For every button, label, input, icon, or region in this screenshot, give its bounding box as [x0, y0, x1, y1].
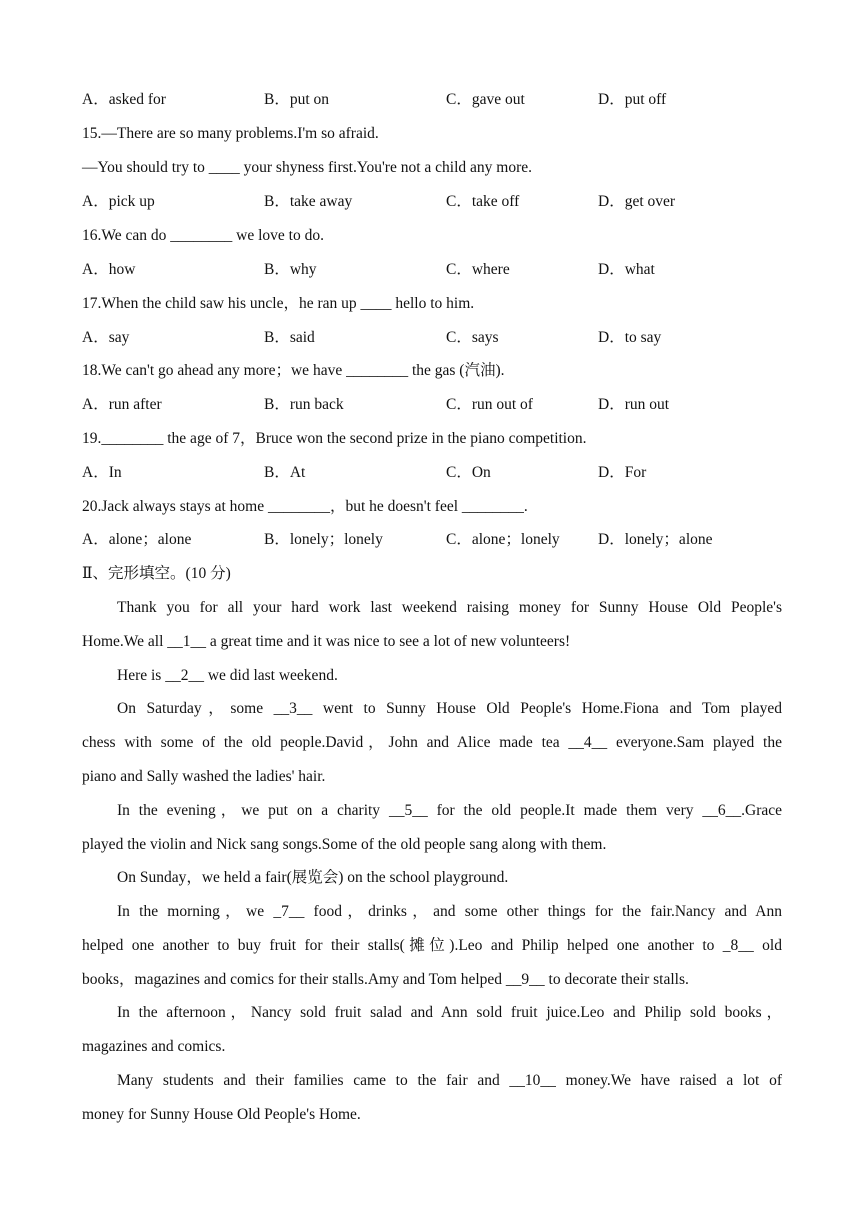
- passage-p8-line2: money for Sunny House Old People's Home.: [82, 1106, 361, 1123]
- passage-p7-line1: In the afternoon，Nancy sold fruit salad and Ann sold fruit juice.Leo and Philip sold books，: [117, 1004, 782, 1021]
- q15-option-a: A．pick up: [82, 193, 155, 210]
- q17-stem: 17.When the child saw his uncle，he ran up ____ hello to him.: [82, 295, 475, 312]
- passage-p4-line2: played the violin and Nick sang songs.Some of the old people sang along with them.: [82, 836, 607, 853]
- q19-option-a: A．In: [82, 464, 122, 481]
- q17-option-a: A．say: [82, 329, 130, 346]
- passage-p4-line1: In the evening，we put on a charity __5__ for the old people.It made them very __6__.Grace: [117, 802, 782, 819]
- q18-option-d: D．run out: [598, 396, 670, 413]
- q18-option-b: B．run back: [264, 396, 344, 413]
- q17-option-d: D．to say: [598, 329, 662, 346]
- passage-p5: On Sunday，we held a fair(展览会) on the school playground.: [117, 869, 509, 886]
- q20-option-a: A．alone；alone: [82, 531, 192, 548]
- passage-p2: Here is __2__ we did last weekend.: [117, 667, 338, 684]
- q14-option-b: B．put on: [264, 91, 330, 108]
- passage-p3-line3: piano and Sally washed the ladies' hair.: [82, 768, 326, 785]
- passage-p7-line2: magazines and comics.: [82, 1038, 226, 1055]
- q16-option-d: D．what: [598, 261, 655, 278]
- q20-stem: 20.Jack always stays at home ________，but he doesn't feel ________.: [82, 498, 528, 515]
- q19-option-c: C．On: [446, 464, 491, 481]
- q15-option-d: D．get over: [598, 193, 676, 210]
- q16-option-b: B．why: [264, 261, 317, 278]
- q15-option-b: B．take away: [264, 193, 353, 210]
- passage-p8-line1: Many students and their families came to the fair and __10__ money.We have raised a lot of: [117, 1072, 782, 1089]
- q18-option-c: C．run out of: [446, 396, 533, 413]
- q15-stem-line1: 15.—There are so many problems.I'm so afraid.: [82, 125, 379, 142]
- passage-p1-line1: Thank you for all your hard work last weekend raising money for Sunny House Old People's: [117, 599, 782, 616]
- q16-option-a: A．how: [82, 261, 136, 278]
- q14-option-d: D．put off: [598, 91, 667, 108]
- q18-option-a: A．run after: [82, 396, 162, 413]
- passage-p3-line2: chess with some of the old people.David，John and Alice made tea __4__ everyone.Sam played the: [82, 734, 782, 751]
- q20-option-d: D．lonely；alone: [598, 531, 713, 548]
- passage-p6-line2: helped one another to buy fruit for their stalls(摊位).Leo and Philip helped one another to _8__ old: [82, 937, 782, 954]
- q17-option-b: B．said: [264, 329, 315, 346]
- q20-option-c: C．alone；lonely: [446, 531, 560, 548]
- q15-stem-line2: —You should try to ____ your shyness first.You're not a child any more.: [82, 159, 532, 176]
- q19-option-d: D．For: [598, 464, 647, 481]
- q15-option-c: C．take off: [446, 193, 520, 210]
- q14-option-c: C．gave out: [446, 91, 525, 108]
- passage-p1-line2: Home.We all __1__ a great time and it was nice to see a lot of new volunteers!: [82, 633, 571, 650]
- q14-option-a: A．asked for: [82, 91, 166, 108]
- q16-stem: 16.We can do ________ we love to do.: [82, 227, 324, 244]
- passage-p6-line3: books，magazines and comics for their stalls.Amy and Tom helped __9__ to decorate their stalls.: [82, 971, 689, 988]
- q19-stem: 19.________ the age of 7，Bruce won the second prize in the piano competition.: [82, 430, 587, 447]
- section-heading: Ⅱ、完形填空。(10 分): [82, 565, 231, 582]
- passage-p3-line1: On Saturday，some __3__ went to Sunny House Old People's Home.Fiona and Tom played: [117, 700, 782, 717]
- q16-option-c: C．where: [446, 261, 510, 278]
- q18-stem: 18.We can't go ahead any more；we have ________ the gas (汽油).: [82, 362, 505, 379]
- q20-option-b: B．lonely；lonely: [264, 531, 383, 548]
- q19-option-b: B．At: [264, 464, 306, 481]
- passage-p6-line1: In the morning，we _7__ food，drinks，and some other things for the fair.Nancy and Ann: [117, 903, 782, 920]
- q17-option-c: C．says: [446, 329, 499, 346]
